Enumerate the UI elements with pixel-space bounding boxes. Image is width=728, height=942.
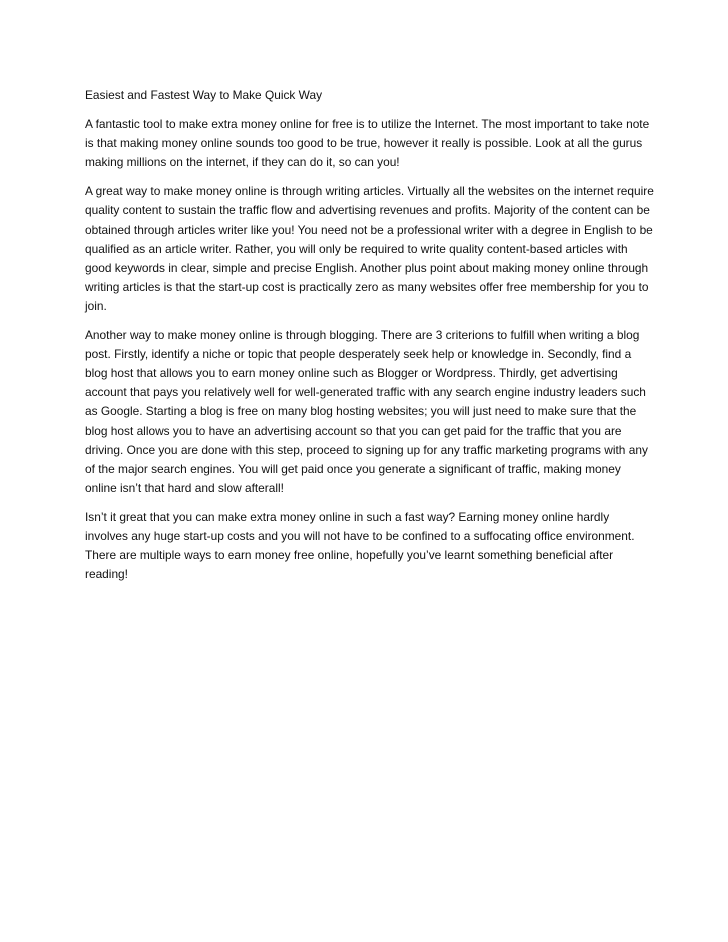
paragraph-2: A great way to make money online is through writing articles. Virtually all the websites on the internet require quality content to sustain the traffic flow and advertising revenues and profits. Majority of the content can be obtained through articles writer like you! You need not be a professional writer with a degree in English to be qualified as an article writer. Rather, you will only be required to write quality content-based articles with good keywords in clear, simple and precise English. Another plus point about making money online through writing articles is that the start-up cost is practically zero as many websites offer free membership for you to join. xyxy=(85,184,654,313)
paragraph-4: Isn’t it great that you can make extra money online in such a fast way? Earning money online hardly involves any huge start-up costs and you will not have to be confined to a suffocating office environment. There are multiple ways to earn money free online, hopefully you’ve learnt something beneficial after reading! xyxy=(85,509,635,582)
document-title: Easiest and Fastest Way to Make Quick Way xyxy=(85,88,323,102)
paragraph-1: A fantastic tool to make extra money online for free is to utilize the Internet. The most important to take note is that making money online sounds too good to be true, however it really is possible. Look at all the gurus making millions on the internet, if they can do it, so can you! xyxy=(85,117,650,170)
document-page xyxy=(85,86,655,594)
paragraph-3: Another way to make money online is through blogging. There are 3 criterions to fulfill when writing a blog post. Firstly, identify a niche or topic that people desperately seek help or knowledge in. Secondly, find a blog host that allows you to earn money online such as Blogger or Wordpress. Thirdly, get advertising account that pays you relatively well for well-generated traffic with any search engine industry leaders such as Google. Starting a blog is free on many blog hosting websites; you will just need to make sure that the blog host allows you to have an advertising account so that you can get paid for the traffic that you are driving. Once you are done with this step, proceed to signing up for any traffic marketing programs with any of the major search engines. You will get paid once you generate a significant of traffic, making money online isn’t that hard and slow afterall! xyxy=(85,328,648,495)
